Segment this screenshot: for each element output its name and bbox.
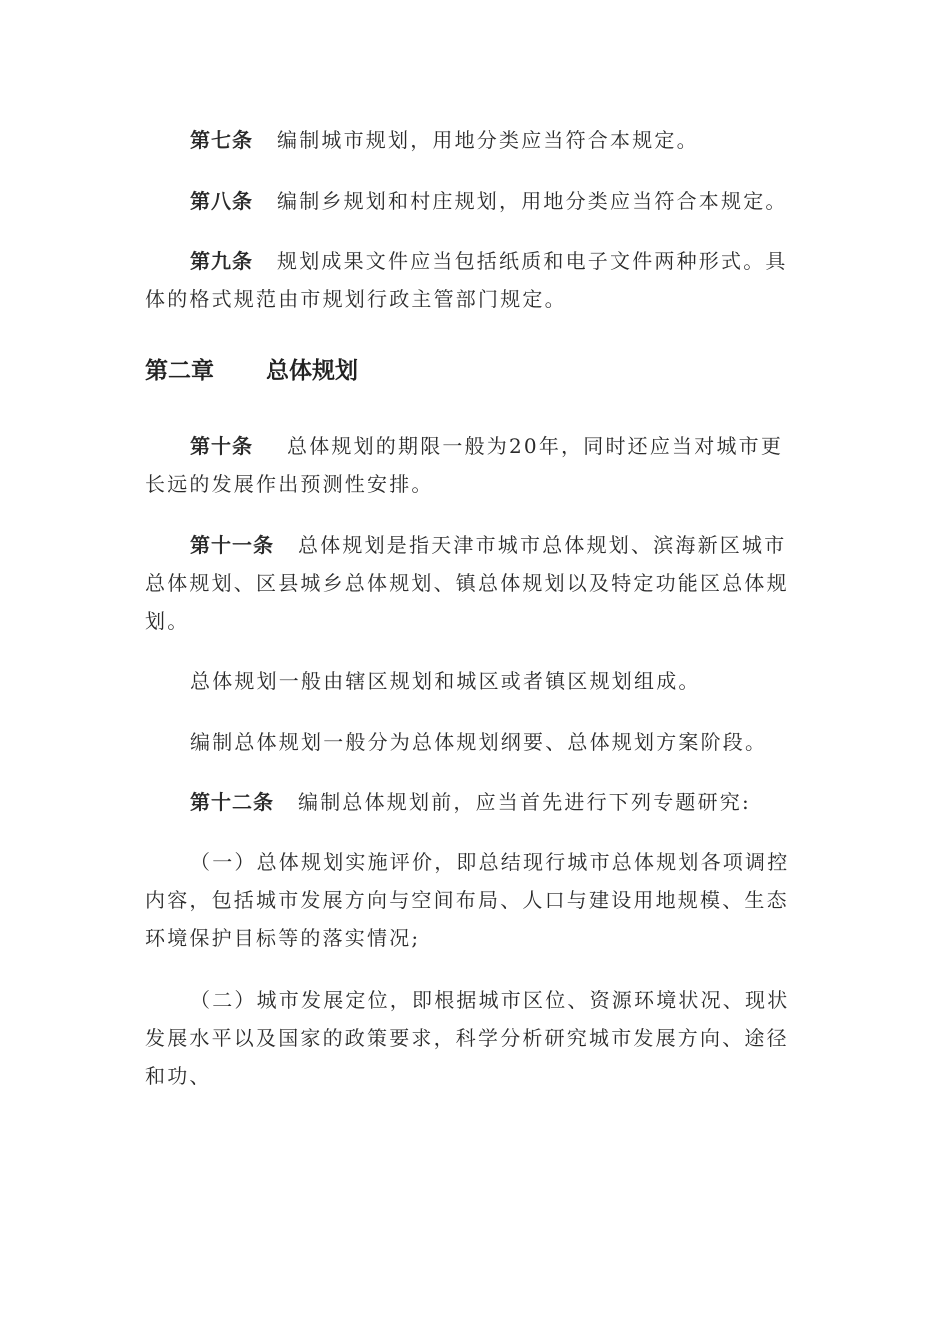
article-text: 编制乡规划和村庄规划，用地分类应当符合本规定。 — [277, 189, 788, 213]
paragraph-stages — [145, 723, 795, 761]
article-label: 第十二条 — [190, 790, 274, 814]
article-text: 编制总体规划前，应当首先进行下列专题研究: — [298, 790, 751, 814]
chapter-number: 第二章 — [145, 358, 214, 384]
article-label: 第十一条 — [190, 533, 274, 557]
article-label: 第九条 — [190, 249, 253, 273]
paragraph-text: 总体规划一般由辖区规划和城区或者镇区规划组成。 — [190, 669, 701, 693]
article-label: 第十条 — [190, 434, 253, 458]
article-8 — [145, 182, 795, 220]
article-text: 总体规划是指天津市城市总体规划、滨海新区城市总体规划、区县城乡总体规划、镇总体规划以及特定功能区总体规划。 — [145, 533, 789, 633]
paragraph-composition — [145, 662, 795, 700]
article-text: 编制城市规划，用地分类应当符合本规定。 — [277, 128, 699, 152]
list-item-1 — [145, 843, 795, 957]
article-9 — [145, 242, 795, 318]
article-10 — [145, 427, 795, 503]
chapter-title: 总体规划 — [266, 358, 358, 384]
article-text: 规划成果文件应当包括纸质和电子文件两种形式。具体的格式规范由市规划行政主管部门规定。 — [145, 249, 788, 311]
article-text: 总体规划的期限一般为20年，同时还应当对城市更长远的发展作出预测性安排。 — [145, 434, 784, 496]
article-7 — [145, 121, 795, 159]
article-label: 第八条 — [190, 189, 253, 213]
list-item-text: （二）城市发展定位，即根据城市区位、资源环境状况、现状发展水平以及国家的政策要求，科学分析研究城市发展方向、途径和功、 — [145, 988, 790, 1088]
list-item-text: （一）总体规划实施评价，即总结现行城市总体规划各项调控内容，包括城市发展方向与空间布局、人口与建设用地规模、生态环境保护目标等的落实情况; — [145, 850, 790, 950]
list-item-2 — [145, 981, 795, 1095]
article-12 — [145, 783, 795, 821]
article-label: 第七条 — [190, 128, 253, 152]
paragraph-text: 编制总体规划一般分为总体规划纲要、总体规划方案阶段。 — [190, 730, 768, 754]
article-11 — [145, 526, 795, 640]
chapter-heading — [145, 351, 358, 391]
